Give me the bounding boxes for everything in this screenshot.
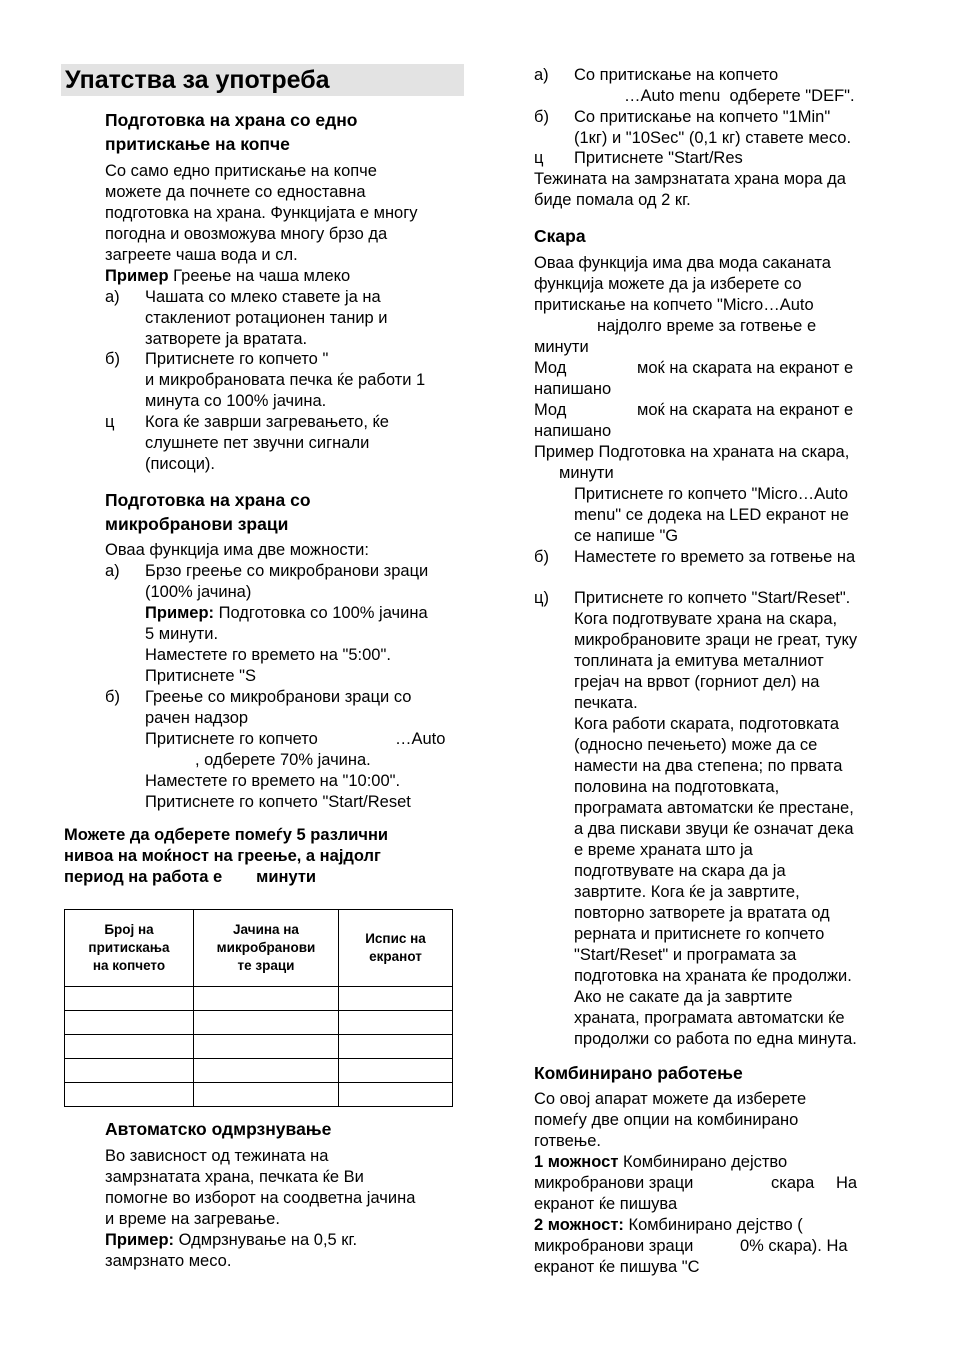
list-item: Притиснете го копчето "Start/Reset". Кога подготвувате храна на скара, микробрановите зраци не греат, туку топлината ја емитува металниот грејач на врвот (горниот дел) на печката. Кога работи скарата, подготовката (односно печењето) може да се намести на два степена; по првата половина на подготовката, програмата автоматски ќе престане, а два пискави звуци ќе означат дека е време храната што ја подготвувате на скара да ја завртите. Кога ќе ја завртите, повторно затворете ја вратата од рерната и притиснете го копчето "Start/Reset" и програмата за подготовка на храната ќе продолжи. Ако не сакате да ја завртите храната, програмата автоматски ќе продолжи со работа по една минута. [574, 589, 858, 1048]
table-header-cell: Број на притискања на копчето [65, 910, 194, 987]
example-label: Пример [105, 267, 169, 285]
page-title: Упатства за употреба [61, 64, 464, 96]
power-levels-table [64, 909, 453, 1107]
table-row [65, 1035, 453, 1059]
list-item: Чашата со млеко ставете ја на стаклениот ротационен танир и затворете ја вратата. [145, 288, 388, 348]
list-item: Со притискање на копчето "1Min" (1кг) и "10Sec" (0,1 кг) ставете месо. [574, 108, 852, 147]
combined-paragraph: Со овој апарат можете да изберете помеѓу две опции на комбинирано готвење. 1 можност Комбинирано дејство микробранови зраци скара На екранот ќе пишува 2 можност: Комбинирано дејство ( микробранови зраци 0% скара). На екранот ќе пишува "C [534, 1090, 858, 1276]
list-item: Притиснете го копчето " и микробрановата печка ќе работи 1 минута со 100% јачина. [145, 350, 426, 410]
section-heading-one-touch: Подготовка на храна со едно притискање на копче [105, 110, 358, 154]
example-label: Пример: [105, 1231, 175, 1249]
section-heading-microwave: Подготовка на храна со микробранови зраци [105, 490, 311, 534]
list-marker: а) [534, 66, 549, 84]
list-item: Кога ќе заврши загревањето, ќе слушнете пет звучни сигнали (писоци). [145, 413, 389, 473]
list-marker: а) [105, 288, 120, 306]
example-label: Пример: [145, 604, 215, 622]
list-marker: ц [534, 149, 544, 167]
list-marker: ц) [534, 589, 549, 607]
list-marker: б) [105, 688, 120, 706]
table-header-row [65, 910, 453, 987]
weight-note: Тежината на замрзнатата храна мора да биде помала од 2 кг. [534, 170, 846, 209]
list-marker: б) [534, 548, 549, 566]
table-row [65, 1011, 453, 1035]
list-marker: ц [105, 413, 115, 431]
microwave-intro: Оваа функција има две можности: [105, 541, 369, 559]
list-item: Притиснете "Start/Res [574, 149, 743, 167]
table-row [65, 987, 453, 1011]
grill-step-a: Притиснете го копчето "Micro…Auto menu" се додека на LED екранот не се напише "G [574, 485, 849, 545]
list-item: Греење со микробранови зраци со рачен надзор Притиснете го копчето …Auto , одберете 70% јачина. Наместете го времето на "10:00". Притиснете го копчето "Start/Reset [145, 688, 446, 811]
list-item: Со притискање на копчето …Auto menu одберете "DEF". [574, 66, 855, 105]
defrost-paragraph: Во зависност од тежината на замрзнатата храна, печката ќе Ви помогне во изборот на соодветна јачина и време на загревање. Пример: Одмрзнување на 0,5 кг. замрзнато месо. [105, 1147, 416, 1270]
list-marker: б) [534, 108, 549, 126]
grill-paragraph: Оваа функција има два мода саканата функција можете да ја изберете со притискање на копчето "Micro…Auto најдолго време за готвење е минути Мод моќ на скарата на екранот е напишано Мод моќ на скарата на екранот е напишано Пример Подготовка на храната на скара, минути [534, 254, 854, 482]
section-heading-defrost: Автоматско одмрзнување [105, 1119, 332, 1139]
section-heading-combined: Комбинирано работење [534, 1063, 743, 1083]
table-row [65, 1083, 453, 1107]
list-item: Брзо греење со микробранови зраци (100% јачина) Пример: Подготовка со 100% јачина 5 минути. Наместете го времето на "5:00". Притиснете "S [145, 562, 429, 685]
option-label: 2 можност: [534, 1216, 624, 1234]
section-heading-grill: Скара [534, 226, 586, 246]
option-label: 1 можност [534, 1153, 619, 1171]
table-header-cell: Испис на екранот [339, 910, 453, 987]
list-item: Наместете го времето за готвење на [574, 548, 856, 566]
table-row [65, 1059, 453, 1083]
one-touch-paragraph: Со само едно притискање на копче можете да почнете со едноставна подготовка на храна. Функцијата е многу погодна и овозможува многу брзо да загреете чаша вода и сл. Пример Греење на чаша млеко [105, 162, 418, 285]
list-marker: б) [105, 350, 120, 368]
list-marker: а) [105, 562, 120, 580]
power-levels-note: Можете да одберете помеѓу 5 различни нивоа на моќност на греење, а најдолг период на работа е минути [64, 826, 389, 886]
table-header-cell: Јачина на микробранови те зраци [194, 910, 339, 987]
